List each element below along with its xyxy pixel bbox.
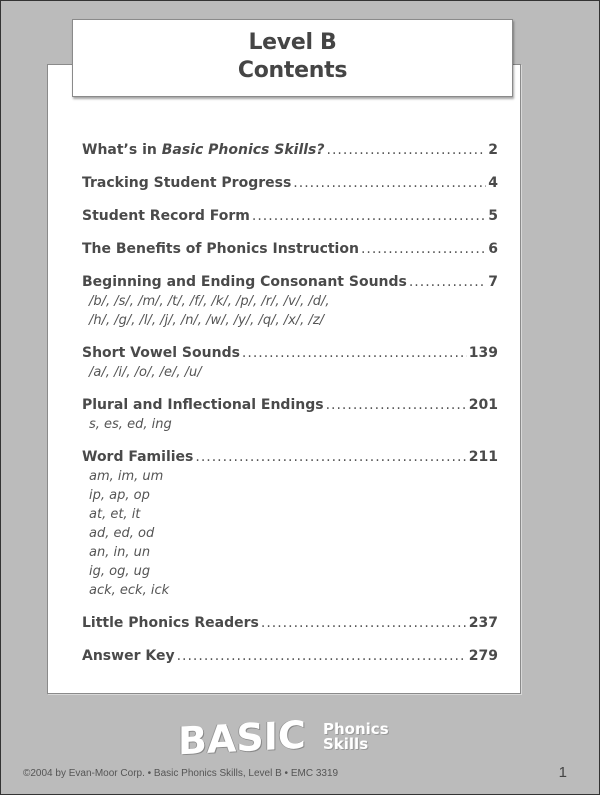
toc-entry-short-vowels[interactable] <box>82 343 498 382</box>
toc-entry-title: The Benefits of Phonics Instruction <box>82 241 359 257</box>
toc-entry-title: Answer Key <box>82 648 175 664</box>
toc-subitem: ip, ap, op <box>89 488 150 503</box>
toc-row <box>82 206 498 226</box>
toc-page-number: 201 <box>468 397 498 413</box>
toc-row <box>82 239 498 259</box>
toc-row <box>82 395 498 415</box>
toc-subitem: ad, ed, od <box>89 526 155 541</box>
level-heading: Level B <box>248 30 337 55</box>
logo-line-phonics: Phonics <box>323 720 389 738</box>
toc-entry-benefits[interactable] <box>82 239 498 259</box>
toc-entry-whats-in[interactable] <box>82 140 498 160</box>
toc-page-number: 237 <box>468 615 498 631</box>
logo-line-skills: Skills <box>323 735 369 753</box>
dot-leader <box>242 343 467 363</box>
dot-leader <box>261 613 467 633</box>
table-of-contents <box>82 140 498 679</box>
basic-phonics-skills-logo <box>178 712 438 766</box>
toc-page-number: 4 <box>488 175 498 191</box>
dot-leader <box>409 272 486 292</box>
toc-subitem: am, im, um <box>89 469 164 484</box>
toc-page-number: 2 <box>488 142 498 158</box>
toc-entry-title: Beginning and Ending Consonant Sounds <box>82 274 407 290</box>
toc-entry-little-readers[interactable] <box>82 613 498 633</box>
toc-subitem: /b/, /s/, /m/, /t/, /f/, /k/, /p/, /r/, /v/, /d/, <box>89 294 330 309</box>
title-box <box>72 19 513 97</box>
logo-subtitle <box>323 722 389 752</box>
toc-row <box>82 613 498 633</box>
page-title: Contents <box>237 58 348 83</box>
toc-subitem: s, es, ed, ing <box>89 417 172 432</box>
toc-subitem: /a/, /i/, /o/, /e/, /u/ <box>89 365 202 380</box>
toc-entry-consonant-sounds[interactable] <box>82 272 498 330</box>
toc-entry-title: Little Phonics Readers <box>82 615 259 631</box>
toc-entry-title: Word Families <box>82 449 194 465</box>
toc-row <box>82 173 498 193</box>
toc-subitem: /h/, /g/, /l/, /j/, /n/, /w/, /y/, /q/, /x/, /z/ <box>89 313 325 328</box>
dot-leader <box>293 173 486 193</box>
toc-page-number: 7 <box>488 274 498 290</box>
dot-leader <box>361 239 486 259</box>
toc-entry-title: Tracking Student Progress <box>82 175 292 191</box>
toc-entry-student-record-form[interactable] <box>82 206 498 226</box>
dot-leader <box>252 206 486 226</box>
toc-entry-tracking-progress[interactable] <box>82 173 498 193</box>
dot-leader <box>177 646 467 666</box>
toc-page-number: 139 <box>468 345 498 361</box>
toc-subitem: an, in, un <box>89 545 151 560</box>
toc-row <box>82 343 498 363</box>
toc-page-number: 211 <box>468 449 498 465</box>
dot-leader <box>195 447 466 467</box>
toc-page-number: 279 <box>468 648 498 664</box>
toc-page-number: 5 <box>488 208 498 224</box>
toc-entry-plural-endings[interactable] <box>82 395 498 434</box>
page-number: 1 <box>558 764 567 781</box>
toc-title-italic: Basic Phonics Skills? <box>161 142 325 158</box>
toc-row <box>82 447 498 467</box>
logo-basic-wordmark: BASIC <box>178 712 306 764</box>
toc-entry-title: Short Vowel Sounds <box>82 345 240 361</box>
toc-entry-title: Plural and Inflectional Endings <box>82 397 324 413</box>
dot-leader <box>326 395 467 415</box>
toc-entry-word-families[interactable] <box>82 447 498 600</box>
toc-page-number: 6 <box>488 241 498 257</box>
toc-title-text: What’s in <box>82 142 162 158</box>
toc-subitem: at, et, it <box>89 507 141 522</box>
toc-entry-title: Student Record Form <box>82 208 250 224</box>
toc-row <box>82 140 498 160</box>
toc-row <box>82 272 498 292</box>
toc-subitem: ack, eck, ick <box>89 583 170 598</box>
toc-entry-title <box>82 140 325 160</box>
toc-subitem: ig, og, ug <box>89 564 151 579</box>
dot-leader <box>327 140 487 160</box>
copyright-footer: ©2004 by Evan-Moor Corp. • Basic Phonics Skills, Level B • EMC 3319 <box>23 768 339 779</box>
toc-row <box>82 646 498 666</box>
toc-entry-answer-key[interactable] <box>82 646 498 666</box>
